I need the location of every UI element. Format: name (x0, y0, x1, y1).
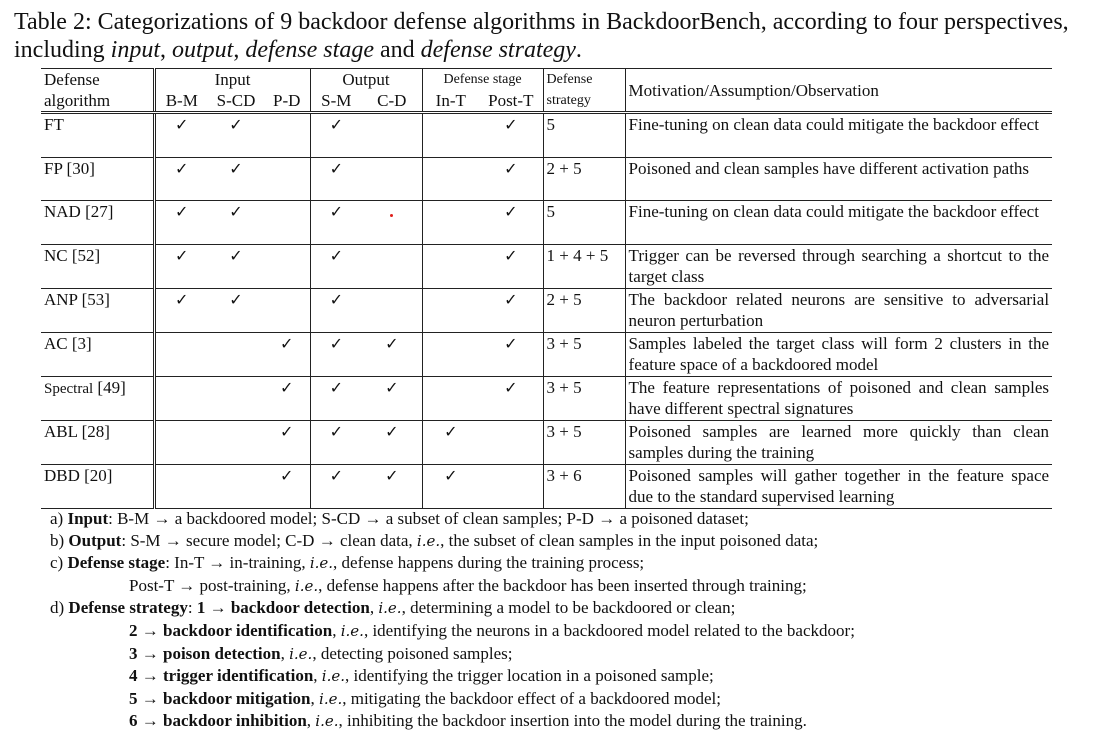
cell-motivation: Poisoned and clean samples have different activation paths (625, 157, 1052, 201)
cell-cd (362, 201, 422, 245)
cell-int (422, 244, 479, 288)
cell-scd (208, 332, 264, 376)
cell-pd: ✓ (264, 464, 310, 508)
header-pd: P-D (264, 90, 310, 113)
note-title: Defense strategy (68, 598, 188, 618)
defense-table (41, 68, 1052, 509)
header-sm: S-M (310, 90, 362, 113)
note-ie: i.e. (378, 599, 402, 618)
cell-strategy: 3 + 5 (543, 376, 625, 420)
note-ie: i.e. (416, 531, 441, 550)
header-defense-strategy: Defense (543, 69, 625, 91)
header-defense-algorithm: Defense (41, 69, 154, 91)
note-label: a) (50, 509, 68, 528)
header-output: Output (310, 69, 422, 91)
note-strategy-item (50, 643, 1100, 666)
table-row (41, 113, 1052, 158)
header-defense-algorithm-2: algorithm (41, 90, 154, 113)
row-name: NAD [27] (41, 201, 154, 245)
strategy-arrow: → (137, 711, 163, 731)
note-ie: i.e. (321, 667, 346, 686)
strategy-name: poison detection (163, 643, 281, 663)
strategy-sep: , (280, 643, 290, 663)
row-name: ABL [28] (41, 420, 154, 464)
cell-cd: ✓ (362, 376, 422, 420)
cell-motivation: Fine-tuning on clean data could mitigate the backdoor effect (625, 113, 1052, 158)
note-ie: i.e. (294, 576, 319, 595)
note-ie: i.e. (319, 689, 343, 708)
header-input: Input (154, 69, 310, 91)
cell-sm: ✓ (310, 157, 362, 201)
header-postt: Post-T (479, 90, 543, 113)
note-text: , defense happens after the backdoor has been inserted through training; (318, 575, 807, 595)
cell-sm: ✓ (310, 420, 362, 464)
cell-strategy: 3 + 6 (543, 464, 625, 508)
cell-pd: ✓ (264, 332, 310, 376)
row-name-ref: [49] (93, 377, 126, 397)
cell-int: ✓ (422, 464, 479, 508)
cell-sm: ✓ (310, 113, 362, 158)
note-ie: i.e. (289, 644, 313, 663)
cell-scd: ✓ (208, 201, 264, 245)
cell-scd: ✓ (208, 244, 264, 288)
header-cd: C-D (362, 90, 422, 113)
note-title: Defense stage (67, 553, 166, 573)
table-row (41, 157, 1052, 201)
strategy-name: trigger identification (163, 666, 314, 686)
cell-int (422, 157, 479, 201)
note-text: , defense happens during the training process; (333, 553, 645, 573)
note-text: : S-M → secure model; C-D → clean data, (121, 530, 417, 550)
cell-pd (264, 113, 310, 158)
table-notes (50, 508, 1100, 733)
cell-bm (154, 420, 208, 464)
caption-term-input: input (110, 37, 160, 63)
cell-motivation: Poisoned samples will gather together in the feature space due to the standard supervised learning (625, 464, 1052, 508)
cell-sm: ✓ (310, 201, 362, 245)
cell-motivation: The feature representations of poisoned and clean samples have different spectral signatures (625, 376, 1052, 420)
cell-motivation: Poisoned samples are learned more quickly than clean samples during the training (625, 420, 1052, 464)
note-label: b) (50, 530, 69, 550)
strategy-arrow: → (137, 666, 163, 686)
strategy-text: , inhibiting the backdoor insertion into the model during the training. (338, 711, 807, 731)
cell-int (422, 332, 479, 376)
red-dot-mark (390, 214, 393, 217)
caption-term-output: output (172, 37, 234, 63)
note-text: Post-T → post-training, (129, 575, 295, 595)
cell-bm: ✓ (154, 288, 208, 332)
cell-motivation: Samples labeled the target class will form 2 clusters in the feature space of a backdoored model (625, 332, 1052, 376)
cell-scd (208, 376, 264, 420)
cell-postt: ✓ (479, 332, 543, 376)
table-row (41, 420, 1052, 464)
cell-strategy: 3 + 5 (543, 332, 625, 376)
note-strategy (50, 597, 1100, 620)
cell-sm: ✓ (310, 332, 362, 376)
cell-bm: ✓ (154, 113, 208, 158)
caption-sep: , (160, 37, 172, 63)
strategy-arrow: → (205, 598, 231, 618)
note-strategy-item (50, 620, 1100, 643)
cell-strategy: 5 (543, 201, 625, 245)
cell-cd: ✓ (362, 332, 422, 376)
strategy-num: 6 (129, 711, 138, 731)
note-text: : (187, 598, 197, 618)
strategy-arrow: → (137, 643, 163, 663)
cell-motivation: Fine-tuning on clean data could mitigate the backdoor effect (625, 201, 1052, 245)
strategy-arrow: → (137, 688, 163, 708)
header-scd: S-CD (208, 90, 264, 113)
cell-pd: ✓ (264, 376, 310, 420)
cell-postt: ✓ (479, 244, 543, 288)
strategy-text: , mitigating the backdoor effect of a backdoored model; (342, 688, 721, 708)
row-name: FT (41, 113, 154, 158)
row-name: ANP [53] (41, 288, 154, 332)
table-row (41, 244, 1052, 288)
cell-scd: ✓ (208, 113, 264, 158)
caption-term-stage: defense stage (245, 37, 374, 63)
note-output (50, 530, 1100, 553)
note-ie: i.e. (340, 621, 364, 640)
note-label: d) (50, 598, 69, 618)
cell-int (422, 113, 479, 158)
cell-bm: ✓ (154, 201, 208, 245)
row-name-small: Spectral (44, 380, 94, 397)
table-row (41, 332, 1052, 376)
strategy-arrow: → (137, 620, 163, 640)
strategy-name: backdoor detection (230, 598, 370, 618)
note-ie: i.e. (309, 554, 334, 573)
caption-term-strategy: defense strategy (420, 37, 576, 63)
cell-postt: ✓ (479, 376, 543, 420)
strategy-sep: , (313, 666, 322, 686)
note-label: c) (50, 553, 68, 573)
cell-pd (264, 288, 310, 332)
strategy-text: , detecting poisoned samples; (312, 643, 513, 663)
note-strategy-item (50, 688, 1100, 711)
cell-cd: ✓ (362, 420, 422, 464)
caption-prefix: Table 2: Categorizations of 9 backdoor defense algorithms in BackdoorBench, according to four perspectives, including (14, 9, 1069, 63)
note-input (50, 508, 1100, 530)
strategy-num: 1 (196, 598, 206, 618)
row-name (41, 376, 154, 420)
note-strategy-item (50, 665, 1100, 688)
header-bm: B-M (154, 90, 208, 113)
cell-scd (208, 464, 264, 508)
cell-pd: ✓ (264, 420, 310, 464)
header-defense-strategy-2: strategy (543, 90, 625, 113)
cell-sm: ✓ (310, 288, 362, 332)
strategy-name: backdoor inhibition (163, 711, 307, 731)
strategy-sep: , (332, 620, 341, 640)
row-name: DBD [20] (41, 464, 154, 508)
cell-bm (154, 332, 208, 376)
header-defense-stage: Defense stage (422, 69, 543, 91)
cell-cd (362, 157, 422, 201)
row-name: AC [3] (41, 332, 154, 376)
note-stage (50, 552, 1100, 575)
note-title: Output (68, 530, 122, 550)
cell-int: ✓ (422, 420, 479, 464)
cell-cd (362, 113, 422, 158)
cell-strategy: 3 + 5 (543, 420, 625, 464)
strategy-sep: , (306, 711, 316, 731)
header-int: In-T (422, 90, 479, 113)
cell-motivation: The backdoor related neurons are sensitive to adversarial neuron perturbation (625, 288, 1052, 332)
strategy-num: 3 (129, 643, 138, 663)
cell-bm: ✓ (154, 244, 208, 288)
cell-strategy: 5 (543, 113, 625, 158)
strategy-text: , identifying the neurons in a backdoored model related to the backdoor; (363, 620, 855, 640)
note-text: : In-T → in-training, (165, 553, 310, 573)
row-name: FP [30] (41, 157, 154, 201)
cell-bm: ✓ (154, 157, 208, 201)
note-text: : B-M → a backdoored model; S-CD → a subset of clean samples; P-D → a poisoned dataset; (108, 509, 749, 528)
note-text: , the subset of clean samples in the input poisoned data; (440, 530, 819, 550)
table-row (41, 376, 1052, 420)
strategy-num: 5 (129, 688, 138, 708)
cell-strategy: 1 + 4 + 5 (543, 244, 625, 288)
cell-postt: ✓ (479, 288, 543, 332)
table-row (41, 464, 1052, 508)
cell-cd: ✓ (362, 464, 422, 508)
cell-cd (362, 288, 422, 332)
caption-sep: , (233, 37, 246, 63)
cell-sm: ✓ (310, 376, 362, 420)
table-row (41, 288, 1052, 332)
cell-scd: ✓ (208, 288, 264, 332)
cell-postt: ✓ (479, 113, 543, 158)
note-stage-post (50, 575, 1100, 598)
note-title: Input (67, 509, 109, 528)
cell-sm: ✓ (310, 244, 362, 288)
cell-int (422, 376, 479, 420)
cell-pd (264, 157, 310, 201)
cell-pd (264, 201, 310, 245)
cell-postt (479, 464, 543, 508)
strategy-name: backdoor mitigation (163, 688, 311, 708)
cell-postt (479, 420, 543, 464)
strategy-text: , identifying the trigger location in a poisoned sample; (345, 666, 714, 686)
cell-int (422, 288, 479, 332)
strategy-sep: , (310, 688, 320, 708)
table-row (41, 201, 1052, 245)
strategy-num: 4 (129, 666, 138, 686)
strategy-text: , determining a model to be backdoored or clean; (401, 598, 736, 618)
cell-bm (154, 376, 208, 420)
strategy-name: backdoor identification (163, 620, 333, 640)
strategy-num: 2 (129, 620, 138, 640)
cell-scd (208, 420, 264, 464)
cell-scd: ✓ (208, 157, 264, 201)
caption-sep: and (373, 37, 421, 63)
cell-postt: ✓ (479, 157, 543, 201)
cell-sm: ✓ (310, 464, 362, 508)
header-motivation: Motivation/Assumption/Observation (625, 69, 1052, 113)
cell-postt: ✓ (479, 201, 543, 245)
header-row-1 (41, 69, 1052, 91)
cell-strategy: 2 + 5 (543, 288, 625, 332)
cell-bm (154, 464, 208, 508)
cell-int (422, 201, 479, 245)
cell-motivation: Trigger can be reversed through searching a shortcut to the target class (625, 244, 1052, 288)
cell-cd (362, 244, 422, 288)
cell-strategy: 2 + 5 (543, 157, 625, 201)
note-ie: i.e. (315, 712, 339, 731)
row-name: NC [52] (41, 244, 154, 288)
cell-pd (264, 244, 310, 288)
table-caption (14, 8, 1099, 64)
caption-end: . (575, 37, 582, 63)
strategy-sep: , (369, 598, 379, 618)
